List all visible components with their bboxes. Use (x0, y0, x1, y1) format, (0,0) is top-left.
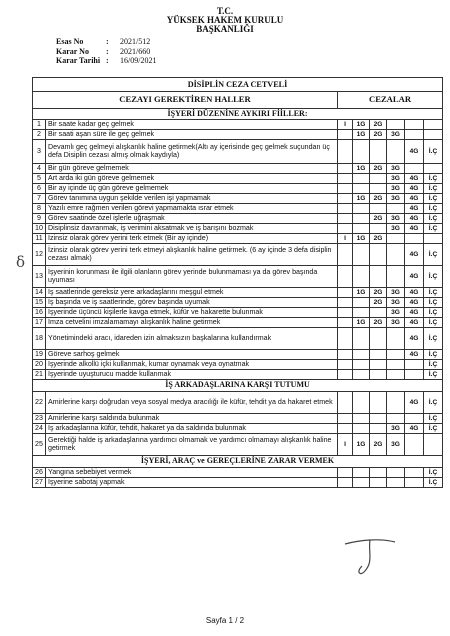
penalty-cell (353, 328, 370, 350)
penalty-cell: 2G (370, 298, 387, 308)
penalty-cell (387, 244, 405, 266)
row-number: 19 (33, 350, 46, 360)
penalty-cell (387, 360, 405, 370)
penalty-cell (405, 414, 424, 424)
penalty-cell: I (338, 234, 353, 244)
offense-text: İşyerinde alkollü içki kullanmak, kumar oynamak veya oynatmak (46, 360, 338, 370)
penalty-cell (387, 392, 405, 414)
penalty-cell (338, 130, 353, 140)
penalty-cell (353, 174, 370, 184)
offense-text: Göreve sarhoş gelmek (46, 350, 338, 360)
penalty-cell (338, 194, 353, 204)
offense-text: Yangına sebebiyet vermek (46, 468, 338, 478)
table-row (33, 234, 443, 244)
penalty-cell: 1G (353, 194, 370, 204)
penalty-cell: 2G (370, 194, 387, 204)
penalty-cell: 1G (353, 234, 370, 244)
penalty-cell: 3G (387, 214, 405, 224)
penalty-cell (424, 434, 443, 456)
penalty-cell: İ.Ç (424, 298, 443, 308)
penalty-cell: 4G (405, 194, 424, 204)
table-row (33, 478, 443, 488)
penalty-cell: 1G (353, 120, 370, 130)
offense-text: İş arkadaşlarına küfür, tehdit, hakaret ya da saldırıda bulunmak (46, 424, 338, 434)
penalty-cell: İ.Ç (424, 308, 443, 318)
section-row (33, 380, 443, 392)
penalty-cell: İ.Ç (424, 468, 443, 478)
penalty-cell: I (338, 434, 353, 456)
offense-text: Bir gün göreve gelmemek (46, 164, 338, 174)
table-row (33, 130, 443, 140)
penalty-cell (338, 224, 353, 234)
penalty-cell: 3G (387, 130, 405, 140)
penalty-cell (387, 140, 405, 164)
penalty-cell: İ.Ç (424, 266, 443, 288)
section-row (33, 109, 443, 120)
penalty-cell: 4G (405, 288, 424, 298)
section-title: İŞYERİ DÜZENİNE AYKIRI FİİLLER: (33, 109, 443, 120)
penalty-cell (338, 174, 353, 184)
penalty-cell (387, 120, 405, 130)
penalty-cell (424, 234, 443, 244)
penalty-cell: İ.Ç (424, 414, 443, 424)
penalty-cell: 4G (405, 266, 424, 288)
meta-esas-no: Esas No : 2021/512 (56, 37, 151, 46)
penalty-cell: İ.Ç (424, 478, 443, 488)
penalty-cell: İ.Ç (424, 350, 443, 360)
penalty-cell (338, 370, 353, 380)
meta-label: Karar No (56, 47, 89, 56)
penalty-cell: İ.Ç (424, 328, 443, 350)
penalty-cell: 3G (387, 164, 405, 174)
offense-text: Bir saate kadar geç gelmek (46, 120, 338, 130)
penalty-cell (370, 308, 387, 318)
meta-label: Karar Tarihi (56, 56, 101, 65)
row-number: 18 (33, 328, 46, 350)
penalty-cell (353, 424, 370, 434)
penalty-cell (338, 244, 353, 266)
offense-text: İş saatlerinde gereksiz yere arkadaşlarını meşgul etmek (46, 288, 338, 298)
penalty-cell: İ.Ç (424, 214, 443, 224)
section-title: İŞYERİ, ARAÇ ve GEREÇLERİNE ZARAR VERMEK (33, 456, 443, 468)
penalty-cell (338, 266, 353, 288)
table-row (33, 214, 443, 224)
penalty-cell: 2G (370, 120, 387, 130)
penalty-cell (387, 204, 405, 214)
row-number: 25 (33, 434, 46, 456)
row-number: 24 (33, 424, 46, 434)
offense-text: Bir saati aşan süre ile geç gelmek (46, 130, 338, 140)
penalty-cell (405, 478, 424, 488)
penalty-cell (405, 234, 424, 244)
penalty-cell: İ.Ç (424, 204, 443, 214)
table-row (33, 392, 443, 414)
row-number: 23 (33, 414, 46, 424)
penalty-cell: 4G (405, 350, 424, 360)
discipline-penalty-table (32, 77, 443, 488)
penalty-cell: İ.Ç (424, 194, 443, 204)
row-number: 7 (33, 194, 46, 204)
penalty-cell: 3G (387, 194, 405, 204)
penalty-cell (353, 298, 370, 308)
penalty-cell (370, 204, 387, 214)
penalty-cell (353, 392, 370, 414)
column-header-penalties: CEZALAR (338, 92, 443, 109)
row-number: 17 (33, 318, 46, 328)
penalty-cell: İ.Ç (424, 288, 443, 298)
penalty-cell: İ.Ç (424, 174, 443, 184)
penalty-cell (338, 298, 353, 308)
penalty-cell (338, 288, 353, 298)
meta-value: 2021/512 (120, 37, 151, 46)
penalty-cell (353, 360, 370, 370)
row-number: 10 (33, 224, 46, 234)
penalty-cell (338, 164, 353, 174)
meta-karar-no: Karar No : 2021/660 (56, 47, 151, 56)
penalty-cell (387, 478, 405, 488)
table-row (33, 308, 443, 318)
penalty-cell: 4G (405, 244, 424, 266)
penalty-cell (405, 434, 424, 456)
penalty-cell (424, 120, 443, 130)
penalty-cell (338, 350, 353, 360)
table-row (33, 414, 443, 424)
penalty-cell (353, 478, 370, 488)
row-number: 6 (33, 184, 46, 194)
penalty-cell (370, 328, 387, 350)
offense-text: Disiplinsiz davranmak, iş verimini aksatmak ve iş barışını bozmak (46, 224, 338, 234)
row-number: 14 (33, 288, 46, 298)
row-number: 16 (33, 308, 46, 318)
penalty-cell: İ.Ç (424, 224, 443, 234)
penalty-cell: 3G (387, 424, 405, 434)
penalty-cell: İ.Ç (424, 184, 443, 194)
penalty-cell (370, 360, 387, 370)
penalty-cell (370, 468, 387, 478)
meta-value: 16/09/2021 (120, 56, 157, 65)
penalty-cell (353, 244, 370, 266)
penalty-cell (338, 318, 353, 328)
penalty-cell (387, 234, 405, 244)
penalty-cell (353, 414, 370, 424)
offense-text: Amirlerine karşı saldırıda bulunmak (46, 414, 338, 424)
penalty-cell: 3G (387, 288, 405, 298)
penalty-cell (353, 214, 370, 224)
column-header-offenses: CEZAYI GEREKTİREN HALLER (33, 92, 338, 109)
row-number: 2 (33, 130, 46, 140)
row-number: 8 (33, 204, 46, 214)
penalty-cell (370, 414, 387, 424)
offense-text: Görev saatinde özel işlerle uğraşmak (46, 214, 338, 224)
penalty-cell: 1G (353, 318, 370, 328)
row-number: 13 (33, 266, 46, 288)
penalty-cell: 2G (370, 130, 387, 140)
penalty-cell: 4G (405, 174, 424, 184)
penalty-cell (353, 308, 370, 318)
penalty-cell: İ.Ç (424, 370, 443, 380)
penalty-cell (353, 140, 370, 164)
table-row (33, 244, 443, 266)
penalty-cell (370, 266, 387, 288)
penalty-cell: 3G (387, 298, 405, 308)
penalty-cell (338, 392, 353, 414)
penalty-cell: İ.Ç (424, 318, 443, 328)
penalty-cell: 4G (405, 392, 424, 414)
row-number: 4 (33, 164, 46, 174)
penalty-cell: 2G (370, 164, 387, 174)
penalty-cell: 4G (405, 140, 424, 164)
penalty-cell (338, 204, 353, 214)
page-number: Sayfa 1 / 2 (205, 616, 245, 625)
header-tc: T.C. (216, 6, 234, 16)
penalty-cell: 4G (405, 298, 424, 308)
row-number: 22 (33, 392, 46, 414)
offense-text: İş başında ve iş saatlerinde, görev başında uyumak (46, 298, 338, 308)
penalty-cell: 2G (370, 214, 387, 224)
table-row (33, 204, 443, 214)
row-number: 26 (33, 468, 46, 478)
penalty-cell (370, 424, 387, 434)
offense-text: Bir ay içinde üç gün göreve gelmemek (46, 184, 338, 194)
penalty-cell (338, 360, 353, 370)
meta-value: 2021/660 (120, 47, 151, 56)
penalty-cell: 3G (387, 318, 405, 328)
meta-label: Esas No (56, 37, 84, 46)
penalty-cell (338, 468, 353, 478)
penalty-cell (370, 174, 387, 184)
penalty-cell: 4G (405, 224, 424, 234)
penalty-cell (387, 350, 405, 360)
penalty-cell (370, 244, 387, 266)
offense-text: Yazılı emre rağmen verilen görevi yapmamakta ısrar etmek (46, 204, 338, 214)
table-title: DİSİPLİN CEZA CETVELİ (33, 78, 443, 92)
table-row (33, 266, 443, 288)
offense-text: Gerektiği halde iş arkadaşlarına yardımcı olmamak ve yardımcı olmamayı alışkanlık haline getirmek (46, 434, 338, 456)
penalty-cell (405, 130, 424, 140)
header-presidency: BAŞKANLIĞI (196, 24, 254, 34)
row-number: 9 (33, 214, 46, 224)
penalty-cell (353, 350, 370, 360)
row-number: 20 (33, 360, 46, 370)
table-row (33, 224, 443, 234)
penalty-cell (353, 468, 370, 478)
penalty-cell (370, 392, 387, 414)
penalty-cell (405, 360, 424, 370)
table-row (33, 370, 443, 380)
penalty-cell (387, 370, 405, 380)
penalty-cell (338, 328, 353, 350)
handwritten-signature-icon (340, 532, 400, 580)
meta-karar-tarihi: Karar Tarihi : 16/09/2021 (56, 56, 157, 65)
offense-text: Art arda iki gün göreve gelmemek (46, 174, 338, 184)
penalty-cell (338, 424, 353, 434)
penalty-cell (353, 184, 370, 194)
table-row (33, 184, 443, 194)
table-row (33, 468, 443, 478)
offense-text: Görev tanımına uygun şekilde verilen işi yapmamak (46, 194, 338, 204)
table-row (33, 120, 443, 130)
offense-text: Yönetimindeki aracı, idareden izin almaksızın başkalarına kullandırmak (46, 328, 338, 350)
penalty-cell (353, 224, 370, 234)
table-row (33, 318, 443, 328)
penalty-cell (405, 370, 424, 380)
penalty-cell (387, 266, 405, 288)
table-row (33, 298, 443, 308)
row-number: 21 (33, 370, 46, 380)
penalty-cell (424, 164, 443, 174)
table-row (33, 424, 443, 434)
table-row (33, 174, 443, 184)
penalty-cell (405, 164, 424, 174)
penalty-cell (338, 140, 353, 164)
penalty-cell: 3G (387, 184, 405, 194)
penalty-cell (387, 468, 405, 478)
penalty-cell (387, 414, 405, 424)
penalty-cell (370, 370, 387, 380)
offense-text: İmza cetvelini imzalamamayı alışkanlık haline getirmek (46, 318, 338, 328)
table-row (33, 164, 443, 174)
penalty-cell (370, 140, 387, 164)
row-number: 11 (33, 234, 46, 244)
penalty-cell: 1G (353, 164, 370, 174)
penalty-cell: 4G (405, 328, 424, 350)
offense-text: İşyerinde üçüncü kişilerle kavga etmek, küfür ve hakarette bulunmak (46, 308, 338, 318)
offense-text: İzinsiz olarak görev yerini terk etmeyi alışkanlık haline getirmek. (6 ay içinde 3 defa disiplin cezası almak) (46, 244, 338, 266)
penalty-cell (353, 370, 370, 380)
offense-text: Devamlı geç gelmeyi alışkanlık haline getirmek(Altı ay içerisinde geç gelmek suçundan üç defa Disiplin cezası almış olmak kaydıyla) (46, 140, 338, 164)
penalty-cell (370, 350, 387, 360)
penalty-cell: İ.Ç (424, 424, 443, 434)
penalty-cell: 2G (370, 288, 387, 298)
penalty-cell: 3G (387, 174, 405, 184)
penalty-cell: İ.Ç (424, 140, 443, 164)
penalty-cell (338, 414, 353, 424)
penalty-cell: 4G (405, 424, 424, 434)
penalty-cell (405, 468, 424, 478)
section-row (33, 456, 443, 468)
offense-text: İşyerinde uyuşturucu madde kullanmak (46, 370, 338, 380)
penalty-cell (387, 328, 405, 350)
penalty-cell: 2G (370, 234, 387, 244)
table-row (33, 288, 443, 298)
row-number: 1 (33, 120, 46, 130)
penalty-cell: 1G (353, 288, 370, 298)
penalty-cell (370, 224, 387, 234)
table-row (33, 434, 443, 456)
offense-text: İzinsiz olarak görev yerini terk etmek (Bir ay içinde) (46, 234, 338, 244)
table-row (33, 328, 443, 350)
penalty-cell: 2G (370, 318, 387, 328)
penalty-cell: 3G (387, 434, 405, 456)
table-row (33, 140, 443, 164)
penalty-cell: İ.Ç (424, 244, 443, 266)
penalty-cell (424, 130, 443, 140)
table-row (33, 350, 443, 360)
penalty-cell (338, 214, 353, 224)
penalty-cell: 2G (370, 434, 387, 456)
penalty-cell: 4G (405, 308, 424, 318)
handwritten-margin-mark: δ (16, 253, 26, 271)
row-number: 3 (33, 140, 46, 164)
penalty-cell (370, 478, 387, 488)
penalty-cell (370, 184, 387, 194)
table-row (33, 194, 443, 204)
penalty-cell (338, 478, 353, 488)
row-number: 5 (33, 174, 46, 184)
penalty-cell: 4G (405, 214, 424, 224)
section-title: İŞ ARKADAŞLARINA KARŞI TUTUMU (33, 380, 443, 392)
row-number: 27 (33, 478, 46, 488)
penalty-cell: 1G (353, 434, 370, 456)
row-number: 15 (33, 298, 46, 308)
row-number: 12 (33, 244, 46, 266)
offense-text: Amirlerine karşı doğrudan veya sosyal medya aracılığı ile küfür, tehdit ya da hakaret etmek (46, 392, 338, 414)
penalty-cell: İ.Ç (424, 360, 443, 370)
table-row (33, 360, 443, 370)
penalty-cell: I (338, 120, 353, 130)
penalty-cell: 4G (405, 318, 424, 328)
penalty-cell: 1G (353, 130, 370, 140)
penalty-cell: 4G (405, 184, 424, 194)
penalty-cell (405, 120, 424, 130)
penalty-cell (338, 184, 353, 194)
penalty-cell: 3G (387, 308, 405, 318)
penalty-cell: İ.Ç (424, 392, 443, 414)
penalty-cell (338, 308, 353, 318)
penalty-cell (353, 204, 370, 214)
penalty-cell: 3G (387, 224, 405, 234)
offense-text: İşyerine sabotaj yapmak (46, 478, 338, 488)
penalty-cell: 4G (405, 204, 424, 214)
header-institution: YÜKSEK HAKEM KURULU (166, 15, 284, 25)
offense-text: İşyerinin korunması ile ilgili olanların görev yerinde bulunmaması ya da görev başında uyuması (46, 266, 338, 288)
penalty-cell (353, 266, 370, 288)
